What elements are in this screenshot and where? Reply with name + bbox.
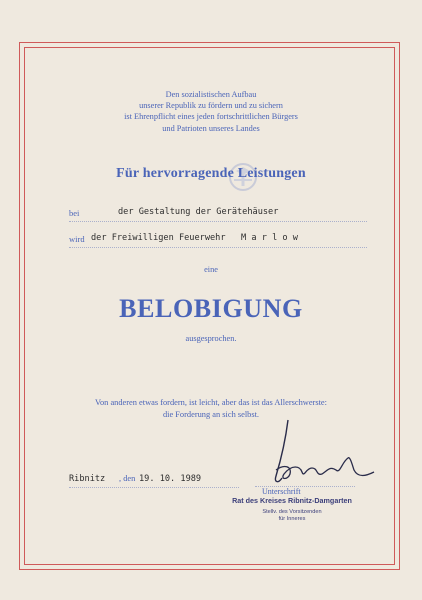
wird-row: [69, 234, 367, 248]
stamp-line: Stellv. des Vorsitzenden: [262, 509, 322, 515]
place-value: Ribnitz: [69, 474, 106, 484]
quote-line: die Forderung an sich selbst.: [162, 409, 260, 419]
quote-line: Von anderen etwas fordern, ist leicht, aber das ist das Allerschwerste:: [95, 398, 327, 407]
bei-label: bei: [69, 208, 80, 218]
wird-label: wird: [69, 234, 85, 244]
stamp-line: Rat des Kreises Ribnitz-Damgarten: [232, 496, 352, 505]
bei-row: [69, 208, 367, 222]
intro-line: und Patrioten unseres Landes: [162, 123, 260, 133]
dotted-line: [69, 221, 367, 222]
ausgesprochen-text: ausgesprochen.: [185, 334, 237, 343]
quote-text: [0, 397, 422, 420]
intro-line: unserer Republik zu fördern und zu sichern: [139, 101, 283, 111]
den-label: , den: [119, 474, 136, 483]
eine-text: eine: [204, 265, 218, 274]
dotted-line: [69, 487, 239, 488]
intro-text: [0, 89, 422, 134]
bei-value: der Gestaltung der Gerätehäuser: [118, 207, 279, 217]
belobigung-title: BELOBIGUNG: [119, 294, 303, 323]
date-value: 19. 10. 1989: [139, 474, 202, 484]
intro-line: ist Ehrenpflicht eines jeden fortschrittlichen Bürgers: [124, 112, 298, 122]
wird-value: der Freiwilligen Feuerwehr M a r l o w: [91, 233, 298, 243]
certificate-heading: Für hervorragende Leistungen: [116, 166, 306, 181]
date-row: [69, 474, 239, 488]
official-stamp: [222, 496, 362, 522]
signature-label: Unterschrift: [262, 487, 301, 496]
dotted-line: [69, 247, 367, 248]
stamp-line: für Inneres: [278, 516, 306, 522]
intro-line: Den sozialistischen Aufbau: [165, 90, 257, 99]
